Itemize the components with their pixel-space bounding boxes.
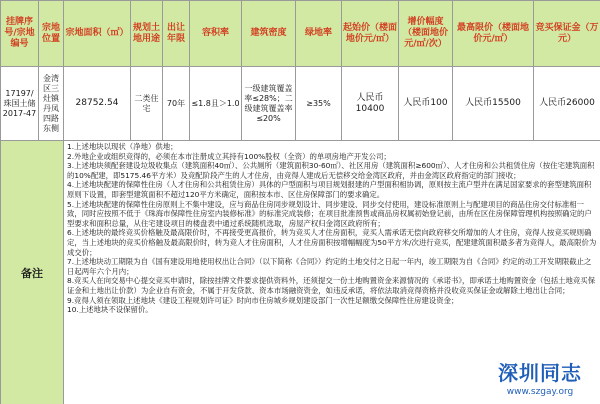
cell-plot-ratio: ≤1.8且＞1.0 bbox=[190, 67, 242, 141]
cell-location: 金湾区三灶镇丹凤四路东侧 bbox=[39, 67, 64, 141]
cell-area: 28752.54 bbox=[64, 67, 131, 141]
header-listing-no: 挂牌序号/宗地编号 bbox=[1, 1, 39, 67]
header-building-density: 建筑密度 bbox=[242, 1, 296, 67]
watermark-url: www.szgay.org bbox=[484, 386, 596, 398]
note-item: 5.上述地块配建的保障性住房原则上不集中建设，应与商品住房同步规划设计、同步建设、同步交付使用，建设标准原则上与配建项目的商品住房交付标准相一致，同时应按照不低于《珠海市保障性住房室内装修标准》的标准完成装修；在项目批准预售或商品房权属初始登记前，由所在区住房保障管理机构按照确定的户型要求和面积总量，从住宅建设项目的楼盘表中通过系统随机选取，房屋产权归金湾区政府所有； bbox=[67, 199, 592, 228]
header-area: 宗地面积（㎡） bbox=[64, 1, 131, 67]
note-item: 8.竞买人在向交易中心提交竞买申请时，除按挂牌文件要求提供资料外，还须提交一份土地购置资金来源情况的《承诺书》，即承诺土地购置资金（包括土地竞买保证金和土地出让价款）为企业自有资金，不属于开发贷款、资本市场融资资金，如违反承诺，将依法取消竞得资格并没收竞买保证金或解除土地出让合同； bbox=[67, 276, 596, 295]
cell-green-ratio: ≥35% bbox=[296, 67, 342, 141]
cell-term: 70年 bbox=[163, 67, 190, 141]
table-row bbox=[1, 67, 600, 141]
note-item: 2.外地企业或组织竞得的，必须在本市注册成立其持有100%股权（全资）的单项房地产开发公司； bbox=[67, 151, 391, 161]
cell-start-price: 人民币10400 bbox=[342, 67, 399, 141]
note-item: 3.上述地块须配套建设垃圾收集点（建筑面积40㎡）、公共厕所（建筑面积30-60㎡）、社区用房（建筑面积≥600㎡）、人才住房和公共租赁住房（按住宅建筑面积的10%配建，即5175.46平方米）及竞配阶段产生的人才住房，由竞得人建成后无偿移交给金湾区政府，并由金湾区政府指定的部门接收； bbox=[67, 161, 595, 180]
header-location: 宗地位置 bbox=[39, 1, 64, 67]
header-start-price: 起始价（楼面地价元/㎡） bbox=[342, 1, 399, 67]
header-land-use: 规划土地用途 bbox=[131, 1, 163, 67]
note-item: 4.上述地块配建的保障性住房（人才住房和公共租赁住房）具体的户型面积与项目规划报建的户型面积相协调，原则按主流户型并在满足国家要求的套型建筑面积原则下设置，即套型建筑面积不超过120平方米确定，面积按本市、区住房保障部门的要求确定。 bbox=[67, 180, 592, 199]
note-item: 1.上述地块以现状（净地）供地； bbox=[67, 142, 178, 151]
cell-increment: 人民币100 bbox=[399, 67, 453, 141]
note-item: 10.上述地块不设保留价。 bbox=[67, 305, 153, 315]
cell-listing-no: 17197/珠国土储2017-47 bbox=[1, 67, 39, 141]
header-max-price: 最高限价（楼面地价元/㎡） bbox=[453, 1, 534, 67]
header-term: 出让年限 bbox=[163, 1, 190, 67]
cell-max-price: 人民币15500 bbox=[453, 67, 534, 141]
watermark-logo bbox=[484, 360, 596, 402]
cell-deposit: 人民币26000 bbox=[534, 67, 600, 141]
note-item: 7.上述地块动工期限为自《国有建设用地使用权出让合同》（以下简称《合同》）约定的土地交付之日起一年内，竣工期限为自《合同》约定的动工开发期限截止之日起两年六个月内； bbox=[67, 257, 592, 276]
note-item: 9.竞得人须在领取上述地块《建设工程规划许可证》时向市住房城乡规划建设部门一次性足额缴交保障性住房建设资金； bbox=[67, 295, 459, 305]
header-row bbox=[1, 1, 600, 67]
note-item: 6.上述地块的最终竞买价格触及最高限价时，不再接受更高报价，转为竞买人才住房面积，竞买人需承诺无偿向政府移交所增加的人才住房，竞得人按竞买规则确定，当上述地块的竞买价格触及最高限价时，转为竞人才住房面积，人才住房面积按增幅幅度为50平方米/次进行竞买，配建建筑面积最多者为竞得人，最高限价为成交价； bbox=[67, 228, 597, 257]
watermark-title: 深圳同志 bbox=[498, 361, 582, 385]
header-plot-ratio: 容积率 bbox=[190, 1, 242, 67]
notes-label: 备注 bbox=[1, 141, 64, 404]
cell-land-use: 二类住宅 bbox=[131, 67, 163, 141]
header-increment: 增价幅度（楼面地价元/㎡/次） bbox=[399, 1, 453, 67]
cell-building-density: 一级建筑覆盖率≤28%；二级建筑覆盖率≤20% bbox=[242, 67, 296, 141]
header-deposit: 竞买保证金（万元） bbox=[534, 1, 600, 67]
header-green-ratio: 绿地率 bbox=[296, 1, 342, 67]
